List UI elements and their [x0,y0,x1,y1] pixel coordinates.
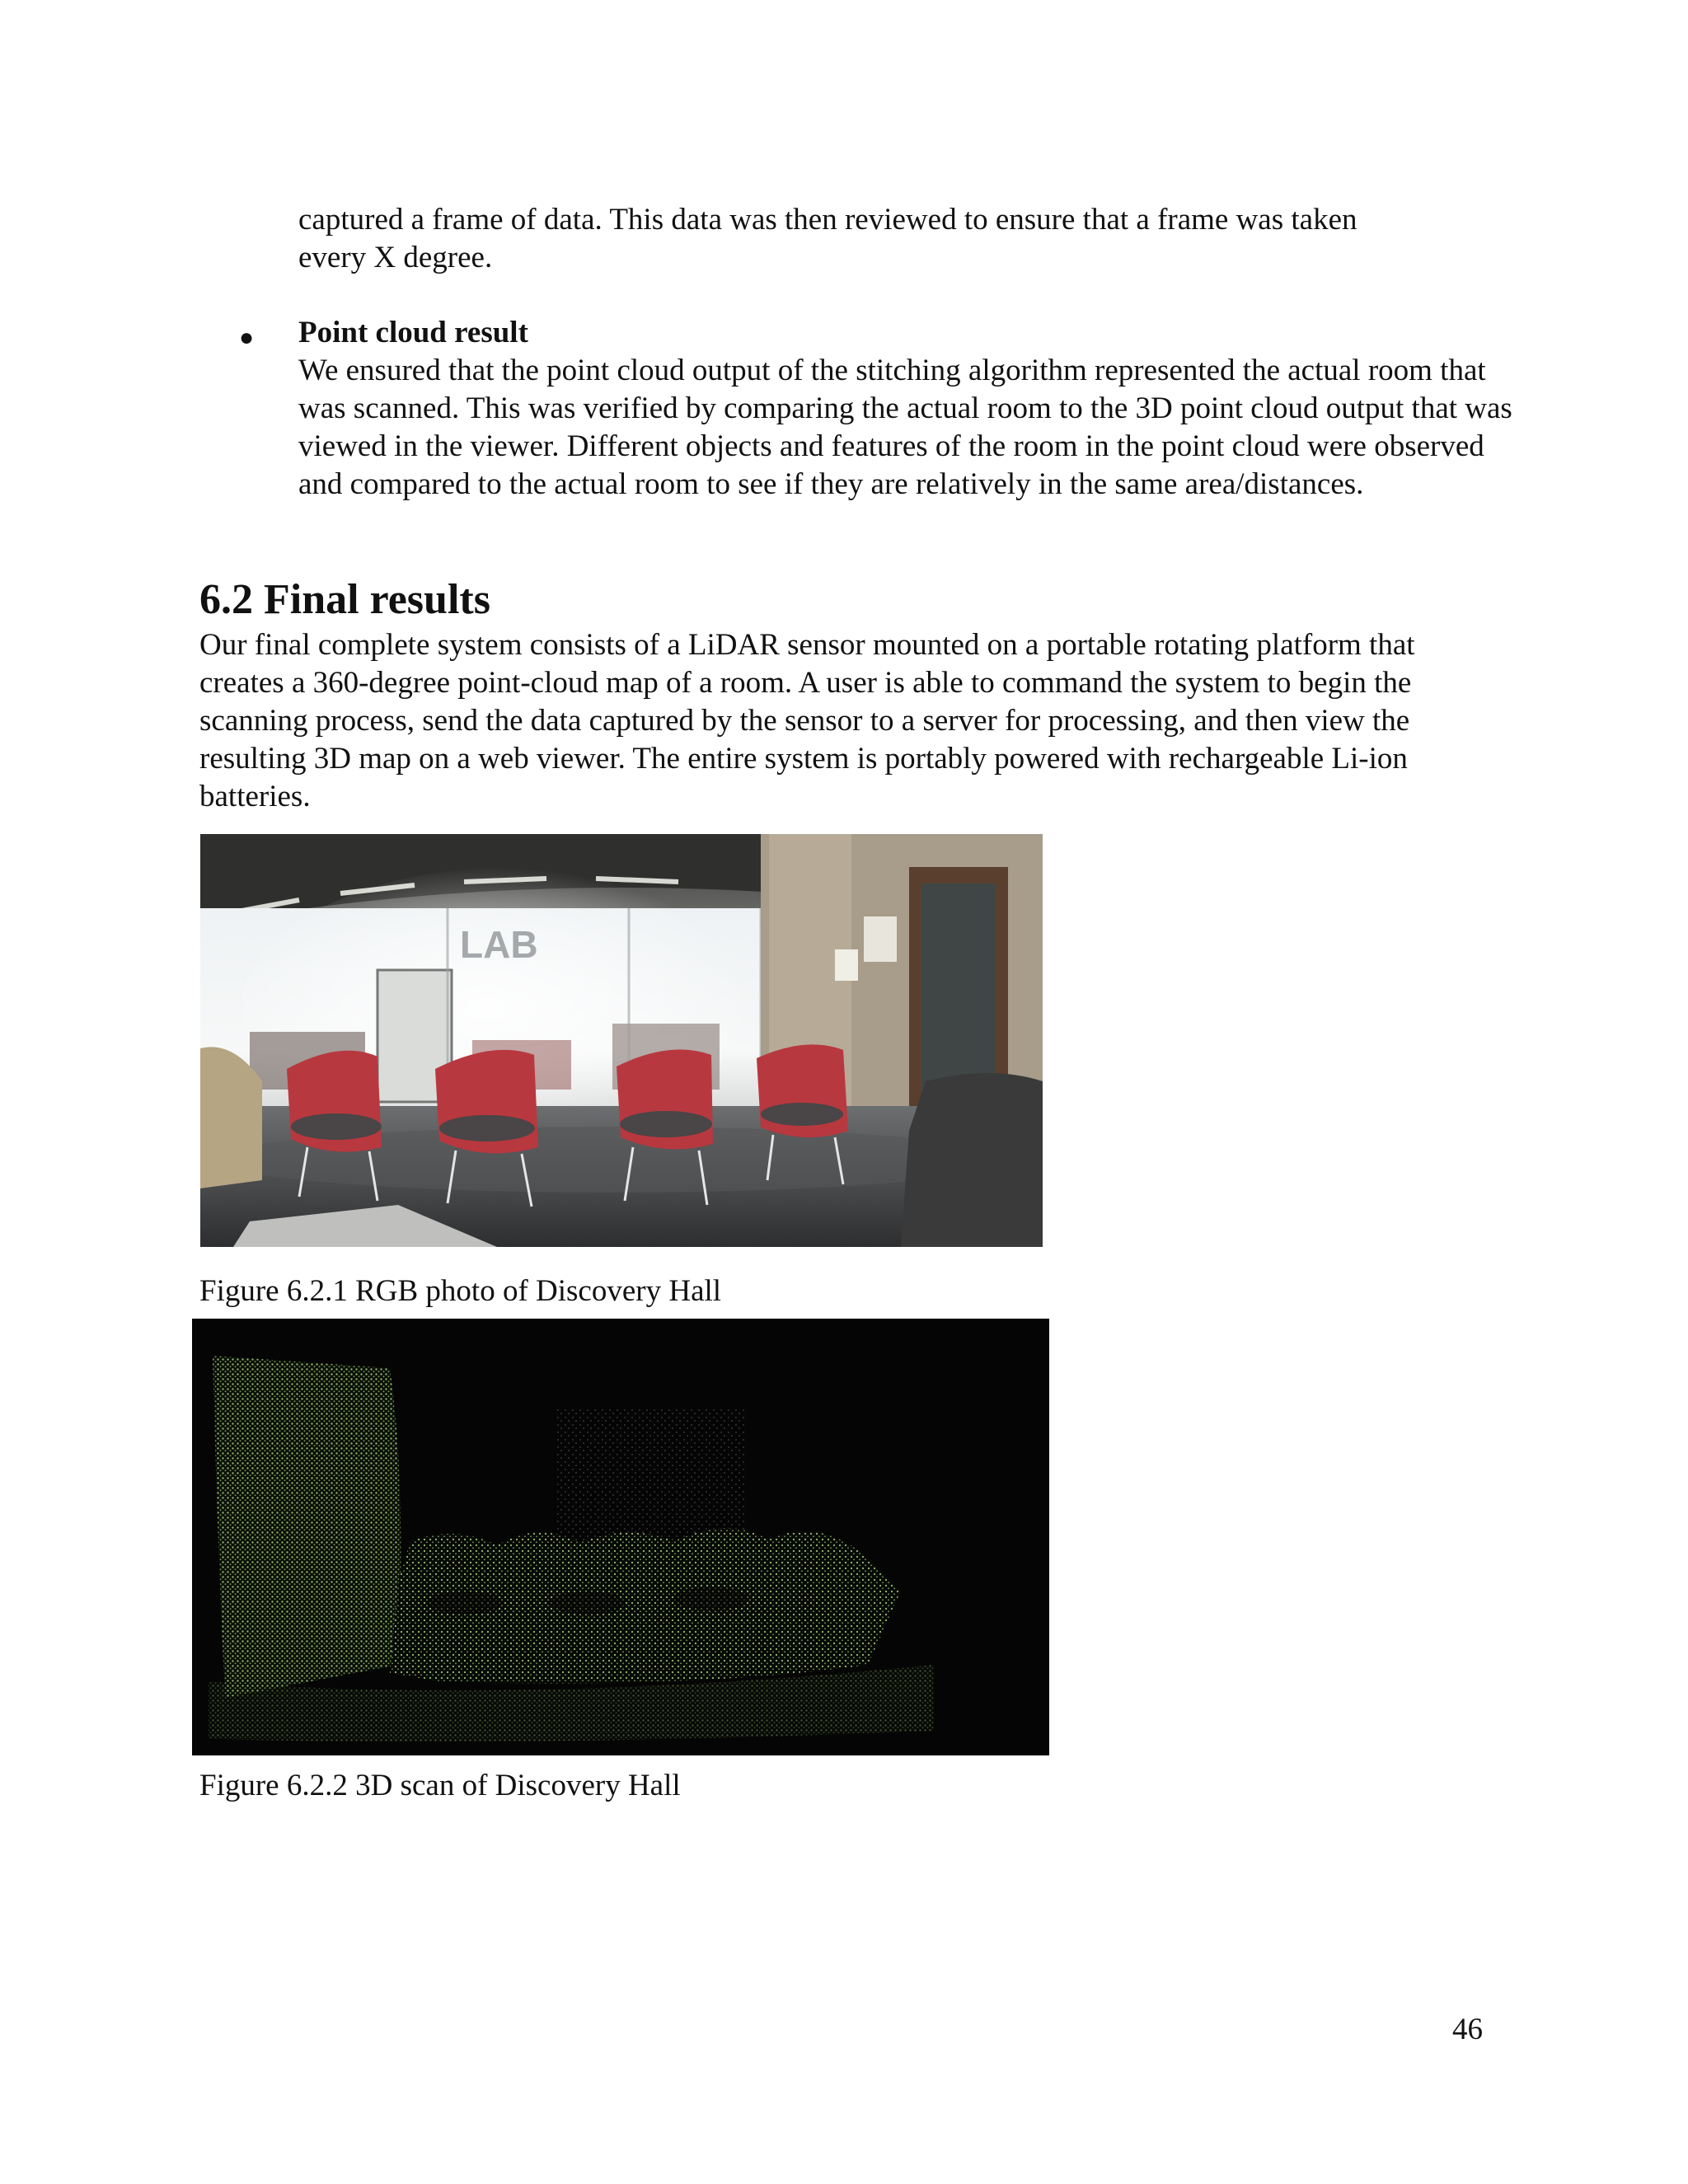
continuation-paragraph [298,201,1493,277]
continuation-line-1: captured a frame of data. This data was then reviewed to ensure that a frame was taken [298,203,1357,237]
point-cloud-figure [192,1319,1049,1755]
glass-sign-text: LAB [460,923,538,966]
rgb-photo-image [200,834,1043,1247]
rgb-photo-figure [200,834,1043,1247]
continuation-line-2: every X degree. [298,241,493,274]
page-number: 46 [1452,2013,1483,2046]
bullet-text: We ensured that the point cloud output of the stitching algorithm represented the actual room that was scanned. This was verified by comparing the actual room to the 3D point cloud output that was viewed in the viewer. Different objects and features of the room in the point cloud were observed and compared to the actual room to see if they are relatively in the same area/distances. [298,354,1512,501]
point-cloud-image [192,1319,1049,1755]
figure-caption-1: Figure 6.2.1 RGB photo of Discovery Hall [199,1274,722,1308]
bullet-body [298,314,1518,504]
bullet-title: Point cloud result [298,316,528,349]
figure-caption-2: Figure 6.2.2 3D scan of Discovery Hall [199,1769,681,1802]
section-heading: 6.2 Final results [199,576,490,623]
section-paragraph: Our final complete system consists of a LiDAR sensor mounted on a portable rotating platform that creates a 360-degree point-cloud map of a room. A user is able to command the system to begin the scanning process, send the data captured by the sensor to a server for processing, and then view the resulting 3D map on a web viewer. The entire system is portably powered with rechargeable Li-ion batteries. [199,628,1415,813]
bullet-dot-icon: ● [239,324,255,351]
